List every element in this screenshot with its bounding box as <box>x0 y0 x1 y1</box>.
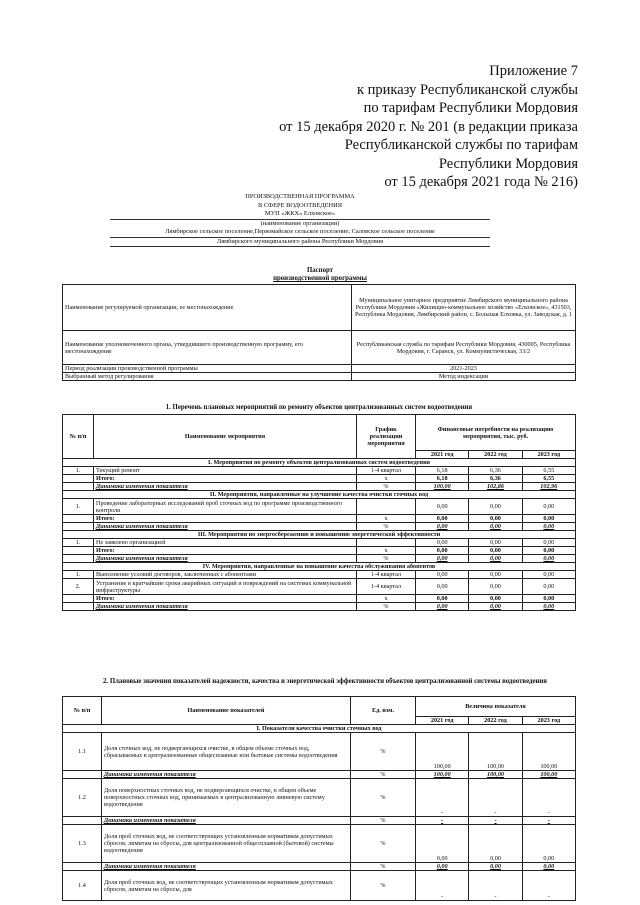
row-name: Проведение лабораторных исследований проб сточных вод по программе производственного контроля <box>94 499 357 515</box>
group-title: II. Мероприятия, направленные на улучшение качества очистки сточных вод <box>63 491 576 499</box>
row-value: 0,00 <box>416 539 469 547</box>
row-value: 0,00 <box>416 555 469 563</box>
table-row <box>63 555 576 563</box>
row-name: Динамика изменения показателя <box>94 483 357 491</box>
row-value: 0,00 <box>469 515 522 523</box>
area-line: Лямбирское сельское поселение,Первомайское сельское поселение; Саловское сельское поселение <box>110 228 490 238</box>
row-value: 0,00 <box>416 547 469 555</box>
row-name: Динамика изменения показателя <box>94 555 357 563</box>
row-value: 0,00 <box>469 579 522 595</box>
passport-label: Выбранный метод регулирования <box>63 373 352 381</box>
passport-title <box>230 267 410 283</box>
row-schedule: х <box>357 595 416 603</box>
passport-label: Наименование уполномоченного органа, утвердившего производственную программу, его местонахождение <box>63 331 352 365</box>
row-schedule <box>357 499 416 515</box>
heading-line: В СФЕРЕ ВОДООТВЕДЕНИЯ <box>257 201 343 209</box>
row-value: 0,00 <box>416 499 469 515</box>
row-value: 0,00 <box>522 539 575 547</box>
row-value: 0,00 <box>522 547 575 555</box>
passport-title-line: производственной программы <box>273 275 367 282</box>
appendix-line: Республиканской службы по тарифам <box>344 137 578 153</box>
row-value: 0,00 <box>469 863 522 871</box>
row-value: 6,18 <box>416 475 469 483</box>
row-value: 0,00 <box>469 523 522 531</box>
appendix-line: по тарифам Республики Мордовия <box>363 100 578 116</box>
row-value: - <box>416 817 469 825</box>
row-value: 6,36 <box>469 467 522 475</box>
row-value: 0,00 <box>416 523 469 531</box>
row-schedule: % <box>357 483 416 491</box>
passport-label: Период реализации производственной программы <box>63 365 352 373</box>
row-num <box>63 523 94 531</box>
header-row <box>63 697 576 717</box>
col-num: № п/п <box>63 415 94 459</box>
passport-row <box>63 285 576 331</box>
table-row <box>63 499 576 515</box>
section1-body <box>63 459 576 611</box>
row-schedule: х <box>357 515 416 523</box>
appendix-line: Приложение 7 <box>489 63 578 79</box>
row-value: 0,00 <box>416 579 469 595</box>
row-schedule: % <box>357 603 416 611</box>
row-num: 1.3 <box>63 825 102 863</box>
row-num <box>63 771 102 779</box>
row-value: 0,00 <box>522 603 575 611</box>
row-name: Динамика изменения показателя <box>102 771 351 779</box>
row-value: - <box>469 779 522 817</box>
row-num: 1. <box>63 467 94 475</box>
row-value: 6,36 <box>469 475 522 483</box>
row-value: 100,00 <box>416 483 469 491</box>
row-value: 100,00 <box>416 771 469 779</box>
row-value: 0,00 <box>522 579 575 595</box>
table-row <box>63 863 576 871</box>
row-name: Не заявлено организацией <box>94 539 357 547</box>
row-name: Выполнение условий договоров, заключенных с абонентами <box>94 571 357 579</box>
passport-value: 2021-2023 <box>352 365 576 373</box>
row-name: Доля поверхностных сточных вод, не подвергающихся очистке, в общем объеме поверхностных сточных вод, принимаемых в централизованную ливневую систему водоотведения <box>102 779 351 817</box>
group-row <box>63 491 576 499</box>
row-value: 0,00 <box>416 825 469 863</box>
col-name: Наименование мероприятия <box>94 415 357 459</box>
row-name: Динамика изменения показателя <box>102 817 351 825</box>
row-value: 0,00 <box>469 571 522 579</box>
row-num: 1.4 <box>63 871 102 901</box>
row-name: Итого: <box>94 595 357 603</box>
row-num: 1.2 <box>63 779 102 817</box>
program-heading <box>110 193 490 247</box>
row-value: - <box>522 817 575 825</box>
row-value: 6,55 <box>522 467 575 475</box>
row-unit: % <box>351 779 416 817</box>
row-value: 0,00 <box>522 523 575 531</box>
row-schedule: % <box>357 523 416 531</box>
row-value: 0,00 <box>416 571 469 579</box>
row-value: 0,00 <box>416 595 469 603</box>
appendix-line: от 15 декабря 2020 г. № 201 (в редакции приказа <box>279 118 578 135</box>
row-value: 0,00 <box>522 555 575 563</box>
row-value: 100,00 <box>469 771 522 779</box>
section1-title: 1. Перечень плановых мероприятий по ремонту объектов централизованных систем водоотведения <box>165 404 473 411</box>
table-row <box>63 817 576 825</box>
col-finance: Финансовые потребности на реализацию мероприятия, тыс. руб. <box>416 415 576 451</box>
row-value: 0,00 <box>469 603 522 611</box>
row-value: - <box>416 871 469 901</box>
row-num <box>63 483 94 491</box>
col-unit: Ед. изм. <box>351 697 416 725</box>
row-value: 0,00 <box>522 515 575 523</box>
row-value: 102,86 <box>469 483 522 491</box>
row-value: 102,96 <box>522 483 575 491</box>
passport-row <box>63 331 576 365</box>
group-title: IV. Мероприятия, направленные на повышение качества обслуживания абонентов <box>63 563 576 571</box>
row-num <box>63 595 94 603</box>
table-row <box>63 483 576 491</box>
row-schedule: 1-4 квартал <box>357 579 416 595</box>
section2-title: 2. Плановые значения показателей надежности, качества и энергетической эффективности объектов централизованной системы водоотведения <box>103 678 547 685</box>
row-value: 100,00 <box>469 733 522 771</box>
row-num <box>63 515 94 523</box>
passport-value: Республиканская служба по тарифам Республики Мордовия, 430005, Республика Мордовия, г. Саранск, ул. Коммунистическая, 33/2 <box>352 331 576 365</box>
row-value: 6,18 <box>416 467 469 475</box>
row-schedule: 1-4 квартал <box>357 571 416 579</box>
col-values: Величина показателя <box>416 697 576 717</box>
group-row <box>63 459 576 467</box>
row-value: 0,00 <box>469 547 522 555</box>
row-num <box>63 603 94 611</box>
row-name: Доля проб сточных вод, не соответствующих установленным нормативам допустимых сбросов, лимитам на сбросы, для централизованной общесплавной (бытовой) системы водоотведения <box>102 825 351 863</box>
table-row <box>63 603 576 611</box>
row-value: 0,00 <box>416 515 469 523</box>
table-row <box>63 595 576 603</box>
table-row <box>63 733 576 771</box>
row-value: - <box>416 779 469 817</box>
col-num: № п/п <box>63 697 102 725</box>
row-name: Итого: <box>94 475 357 483</box>
col-2021: 2021 год <box>416 717 469 725</box>
table-row <box>63 825 576 863</box>
row-num <box>63 863 102 871</box>
row-value: 0,00 <box>522 571 575 579</box>
row-value: - <box>469 817 522 825</box>
row-unit: % <box>351 871 416 901</box>
table-row <box>63 539 576 547</box>
row-value: 0,00 <box>522 825 575 863</box>
row-name: Доля сточных вод, не подвергающихся очистке, в общем объеме сточных вод, сбрасываемых в централизованные общесплавные или бытовые системы водоотведения <box>102 733 351 771</box>
row-unit: % <box>351 825 416 863</box>
passport-label: Наименование регулируемой организации, ее местонахождение <box>63 285 352 331</box>
appendix-line: от 15 декабря 2021 года № 216) <box>384 174 578 190</box>
row-value: 100,00 <box>522 733 575 771</box>
row-value: 0,00 <box>416 603 469 611</box>
organization-caption: (наименование организации) <box>260 219 340 227</box>
row-value: - <box>469 871 522 901</box>
area-line: Лямбирского муниципального района Республики Мордовия <box>110 238 490 248</box>
row-schedule: 1-4 квартал <box>357 467 416 475</box>
col-2021: 2021 год <box>416 451 469 459</box>
row-name: Динамика изменения показателя <box>94 603 357 611</box>
passport-value: Муниципальное унитарное предприятие Лямбирского муниципального района Республики Мордовия «Жилищно-коммунальное хозяйство «Елховское», 431503, Республика Мордовия, Лямбирский район, с. Большая Елховка, ул. Заводская, д. 1 <box>352 285 576 331</box>
appendix-header <box>238 62 578 192</box>
row-name: Итого: <box>94 547 357 555</box>
table-row <box>63 547 576 555</box>
col-2022: 2022 год <box>469 717 522 725</box>
row-value: 6,55 <box>522 475 575 483</box>
row-schedule: х <box>357 547 416 555</box>
col-schedule: График реализации мероприятия <box>357 415 416 459</box>
passport-row <box>63 373 576 381</box>
table-row <box>63 475 576 483</box>
passport-value: Метод индексации <box>352 373 576 381</box>
row-value: 0,00 <box>469 539 522 547</box>
row-value: 0,00 <box>469 825 522 863</box>
row-value: 0,00 <box>469 555 522 563</box>
group-row <box>63 531 576 539</box>
row-num: 2. <box>63 579 94 595</box>
row-num: 1. <box>63 571 94 579</box>
row-schedule <box>357 539 416 547</box>
row-unit: % <box>351 863 416 871</box>
row-value: 100,00 <box>522 771 575 779</box>
row-num <box>63 547 94 555</box>
group-row <box>63 725 576 733</box>
row-value: 0,00 <box>522 595 575 603</box>
row-value: 0,00 <box>522 863 575 871</box>
section1-table <box>62 414 576 611</box>
passport-table <box>62 284 576 381</box>
heading-line: ПРОИЗВОДСТВЕННАЯ ПРОГРАММА <box>245 193 355 200</box>
row-name: Устранение в кратчайшие сроки аварийных ситуаций и повреждений на системах коммунальной инфраструктуры <box>94 579 357 595</box>
table-row <box>63 571 576 579</box>
col-2023: 2023 год <box>522 717 575 725</box>
row-num <box>63 555 94 563</box>
row-value: 0,00 <box>416 863 469 871</box>
row-name: Динамика изменения показателя <box>102 863 351 871</box>
row-num <box>63 817 102 825</box>
group-title: III. Мероприятия по энергосбережению и повышению энергетической эффективности <box>63 531 576 539</box>
row-value: 0,00 <box>469 499 522 515</box>
row-name: Текущий ремонт <box>94 467 357 475</box>
row-value: 100,00 <box>416 733 469 771</box>
appendix-line: к приказу Республиканской службы <box>356 81 578 98</box>
group-title: I. Показатели качества очистки сточных вод <box>63 725 576 733</box>
row-num: 1.1 <box>63 733 102 771</box>
row-num: 1. <box>63 499 94 515</box>
group-row <box>63 563 576 571</box>
table-row <box>63 771 576 779</box>
row-unit: % <box>351 771 416 779</box>
table-row <box>63 871 576 901</box>
table-row <box>63 579 576 595</box>
passport-title-line: Паспорт <box>306 267 334 274</box>
row-name: Итого: <box>94 515 357 523</box>
table-row <box>63 467 576 475</box>
section2-body <box>63 725 576 901</box>
col-name: Наименование показателей <box>102 697 351 725</box>
organization-name: МУП «ЖКХ» Елховское» <box>110 210 490 220</box>
row-unit: % <box>351 733 416 771</box>
appendix-line: Республики Мордовия <box>438 155 578 172</box>
col-2023: 2023 год <box>522 451 575 459</box>
row-value: 0,00 <box>522 499 575 515</box>
row-num: 1. <box>63 539 94 547</box>
row-value: 0,00 <box>469 595 522 603</box>
row-name: Доля проб сточных вод, не соответствующих установленным нормативам допустимых сбросов, лимитам на сбросы, для <box>102 871 351 901</box>
row-name: Динамика изменения показателя <box>94 523 357 531</box>
table-row <box>63 779 576 817</box>
section2-table <box>62 696 576 901</box>
row-unit: % <box>351 817 416 825</box>
col-2022: 2022 год <box>469 451 522 459</box>
table-row <box>63 515 576 523</box>
row-num <box>63 475 94 483</box>
group-title: I. Мероприятия по ремонту объектов централизованных систем водоотведения <box>63 459 576 467</box>
passport-row <box>63 365 576 373</box>
table-row <box>63 523 576 531</box>
row-schedule: х <box>357 475 416 483</box>
header-row <box>63 415 576 451</box>
row-value: - <box>522 871 575 901</box>
row-schedule: % <box>357 555 416 563</box>
row-value: - <box>522 779 575 817</box>
